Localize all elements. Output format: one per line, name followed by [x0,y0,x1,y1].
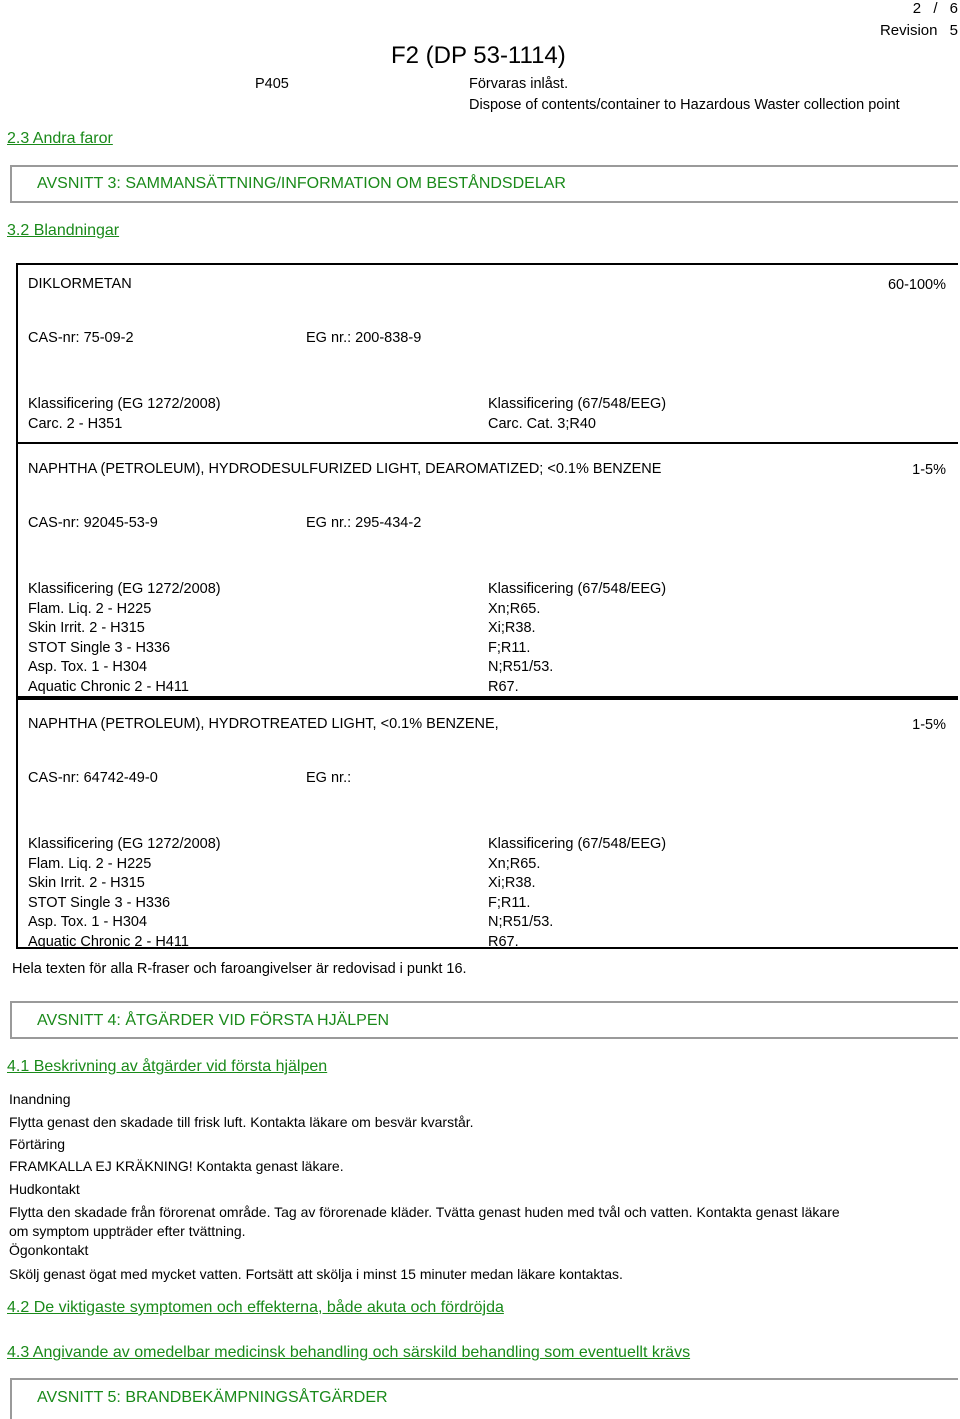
classification-clp-item: Flam. Liq. 2 - H225 [28,600,152,617]
component-percent: 60-100% [887,277,946,293]
classification-dsd-item: Xn;R65. [488,600,541,617]
classification-clp-item: Aquatic Chronic 2 - H411 [28,678,189,695]
classification-dsd-item: Carc. Cat. 3;R40 [488,415,596,432]
cas-number: CAS-nr: 75-09-2 [28,330,134,346]
classification-dsd-item: F;R11. [488,639,531,656]
section-3-title: AVSNITT 3: SAMMANSÄTTNING/INFORMATION OM BESTÅNDSDELAR [37,175,566,192]
subsection-2-3-title: 2.3 Andra faror [7,130,113,147]
subsection-4-2-title: 4.2 De viktigaste symptomen och effekterna, både akuta och fördröjda [7,1299,504,1316]
eg-number: EG nr.: 200-838-9 [306,330,422,346]
eye-contact-text: Skölj genast ögat med mycket vatten. Fortsätt att skölja i minst 15 minuter medan läkare kontaktas. [9,1266,623,1282]
component-name: NAPHTHA (PETROLEUM), HYDROTREATED LIGHT, <0.1% BENZENE, [28,716,499,732]
classification-clp-item: Aquatic Chronic 2 - H411 [28,933,189,950]
classification-clp-item: Skin Irrit. 2 - H315 [28,875,145,891]
precaution-code: P405 [255,76,289,92]
classification-clp-item: Asp. Tox. 1 - H304 [28,914,148,930]
eg-number: EG nr.: [306,770,352,786]
classification-clp [28,580,221,697]
subsection-4-3-title: 4.3 Angivande av omedelbar medicinsk behandling och särskild behandling som eventuellt krävs [7,1344,691,1361]
component-naphtha-hydrodesulfurized [16,442,958,698]
classification-dsd-item: Xi;R38. [488,875,536,891]
revision-label: Revision [879,22,938,39]
eg-number: EG nr.: 295-434-2 [306,515,422,531]
classification-clp-item: Flam. Liq. 2 - H225 [28,855,152,872]
eye-contact-label: Ögonkontakt [9,1242,89,1258]
classification-dsd [488,395,666,434]
classification-dsd-item: Xn;R65. [488,855,541,872]
section-5-title: AVSNITT 5: BRANDBEKÄMPNINGSÅTGÄRDER [37,1389,388,1406]
section-3-header [10,165,958,203]
component-name: DIKLORMETAN [28,276,132,292]
subsection-3-2-title: 3.2 Blandningar [7,222,120,239]
component-diklormetan [16,263,958,444]
section-5-header [10,1378,958,1419]
ingestion-label: Förtäring [9,1136,66,1152]
classification-clp-item: STOT Single 3 - H336 [28,639,171,656]
revision-number: 5 [949,22,958,39]
page-total: 6 [949,0,958,17]
precaution-p405-text: Förvaras inlåst. [469,76,569,92]
cas-number: CAS-nr: 64742-49-0 [28,770,158,786]
classification-dsd [488,580,666,697]
classification-clp-title: Klassificering (EG 1272/2008) [28,836,221,852]
classification-dsd [488,835,666,952]
component-percent: 1-5% [912,462,946,478]
r-phrases-note: Hela texten för alla R-fraser och faroangivelser är redovisad i punkt 16. [12,961,467,977]
page-current: 2 [912,0,922,17]
subsection-4-1-title: 4.1 Beskrivning av åtgärder vid första hjälpen [7,1058,328,1075]
skin-contact-text-line2: om symptom uppträder efter tvättning. [9,1223,246,1239]
classification-dsd-item: N;R51/53. [488,659,554,675]
classification-clp-item: Asp. Tox. 1 - H304 [28,659,148,675]
component-name: NAPHTHA (PETROLEUM), HYDRODESULFURIZED LIGHT, DEAROMATIZED; <0.1% BENZENE [28,461,662,477]
page-number [913,1,958,16]
skin-contact-label: Hudkontakt [9,1181,80,1197]
product-name: F2 (DP 53-1114) [391,42,566,69]
ingestion-text: FRAMKALLA EJ KRÄKNING! Kontakta genast läkare. [9,1158,344,1174]
classification-clp-item: STOT Single 3 - H336 [28,894,171,911]
classification-dsd-title: Klassificering (67/548/EEG) [488,836,667,852]
inhalation-label: Inandning [9,1091,71,1107]
section-4-title: AVSNITT 4: ÅTGÄRDER VID FÖRSTA HJÄLPEN [37,1012,390,1029]
classification-clp [28,835,221,952]
classification-dsd-title: Klassificering (67/548/EEG) [488,396,667,412]
classification-dsd-title: Klassificering (67/548/EEG) [488,581,667,597]
classification-clp-item: Skin Irrit. 2 - H315 [28,620,145,636]
inhalation-text: Flytta genast den skadade till frisk luft. Kontakta läkare om besvär kvarstår. [9,1114,474,1130]
component-naphtha-hydrotreated [16,698,958,949]
cas-number: CAS-nr: 92045-53-9 [28,515,158,531]
classification-clp-title: Klassificering (EG 1272/2008) [28,581,221,597]
classification-clp-title: Klassificering (EG 1272/2008) [28,396,221,412]
classification-dsd-item: R67. [488,933,519,950]
revision [880,23,958,38]
page-separator: / [933,0,938,17]
skin-contact-text-line1: Flytta den skadade från förorenat område. Tag av förorenade kläder. Tvätta genast huden med tvål och vatten. Kontakta genast läkare [9,1204,840,1220]
classification-dsd-item: R67. [488,678,519,695]
classification-clp-item: Carc. 2 - H351 [28,415,123,432]
classification-clp [28,395,221,434]
component-percent: 1-5% [912,717,946,733]
classification-dsd-item: Xi;R38. [488,620,536,636]
classification-dsd-item: F;R11. [488,894,531,911]
precaution-dispose-text: Dispose of contents/container to Hazardous Waster collection point [469,97,900,113]
section-4-header [10,1001,958,1039]
classification-dsd-item: N;R51/53. [488,914,554,930]
